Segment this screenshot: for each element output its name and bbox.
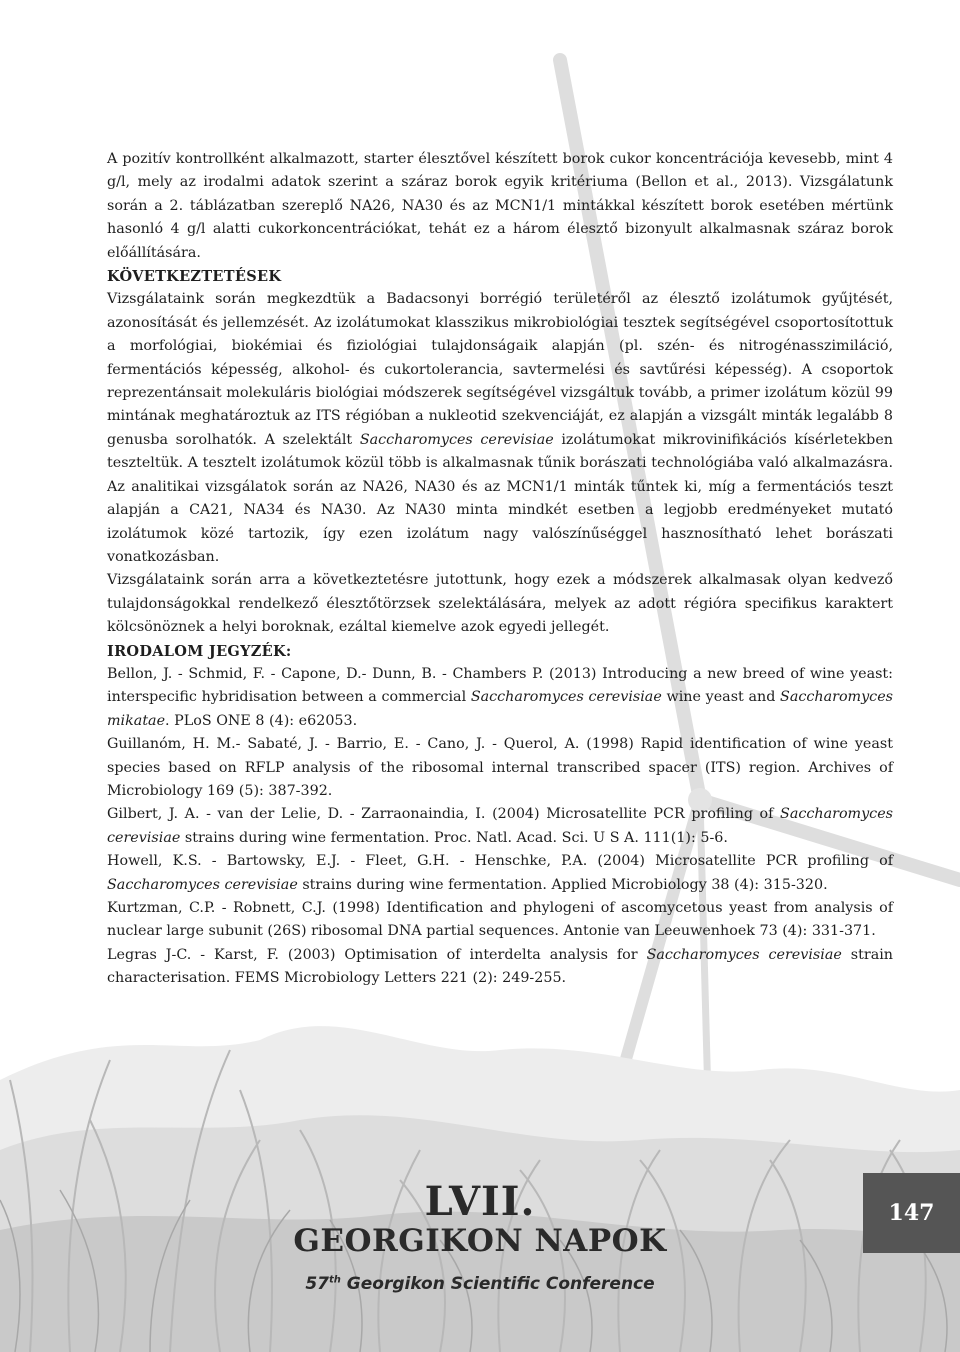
conclusions-text-b: izolátumokat mikrovinifikációs kísérletekben teszteltük. A tesztelt izolátumok közül több is alkalmasnak tűnik borászati technológiába való alkalmazásra. Az analitikai vizsgálatok során az NA26, NA30 és az MCN1/1 minták tűntek ki, míg a fermentációs teszt alapján a CA21, NA34 és NA30. Az NA30 minta mindkét esetben a legjobb eredményeket mutató izolátumok közé tartozik, így ezen izolátum nagy valószínűséggel hasznosítható lehet borászati vonatkozásban. xyxy=(107,431,894,565)
reference-item: Gilbert, J. A. - van der Lelie, D. - Zarraonaindia, I. (2004) Microsatellite PCR profiling of Saccharomyces cerevisiae strains during wine fermentation. Proc. Natl. Acad. Sci. U S A. 111(1): 5-6. xyxy=(107,806,893,846)
references-heading: IRODALOM JEGYZÉK: xyxy=(107,642,292,660)
reference-item: Bellon, J. - Schmid, F. - Capone, D.- Dunn, B. - Chambers P. (2013) Introducing a new breed of wine yeast: interspecific hybridisation between a commercial Saccharomyces cerevisiae wine yeast and Saccharomyces mikatae. PLoS ONE 8 (4): e62053. xyxy=(107,665,893,729)
summary-paragraph: Vizsgálataink során arra a következtetésre jutottunk, hogy ezek a módszerek alkalmasak olyan kedvező tulajdonságokkal rendelkező élesztőtörzsek szelektálására, melyek az adott régióra specifikus karaktert kölcsönöznek a helyi boroknak, ezáltal kiemelve azok egyedi jellegét. xyxy=(107,572,893,636)
reference-item: Guillanóm, H. M.- Sabaté, J. - Barrio, E. - Cano, J. - Querol, A. (1998) Rapid identification of wine yeast species based on RFLP analysis of the ribosomal internal transcribed spacer (ITS) region. Archives of Microbiology 169 (5): 387-392. xyxy=(107,736,893,799)
page-number: 147 xyxy=(863,1173,960,1253)
reference-item: Kurtzman, C.P. - Robnett, C.J. (1998) Identification and phylogeni of ascomycetous yeast from analysis of nuclear large subunit (26S) ribosomal DNA partial sequences. Antonie van Leeuwenhoek 73 (4): 331-371. xyxy=(107,900,893,940)
conclusions-heading: KÖVETKEZTETÉSEK xyxy=(107,268,282,286)
reference-item: Howell, K.S. - Bartowsky, E.J. - Fleet, G.H. - Henschke, P.A. (2004) Microsatellite PCR profiling of Saccharomyces cerevisiae strains during wine fermentation. Applied Microbiology 38 (4): 315-320. xyxy=(107,853,893,893)
conference-title: GEORGIKON NAPOK xyxy=(293,1223,667,1259)
species-name: Saccharomyces cerevisiae xyxy=(359,431,554,448)
conference-edition: LVII. xyxy=(424,1178,536,1225)
conference-footer xyxy=(0,1170,960,1352)
intro-paragraph: A pozitív kontrollként alkalmazott, starter élesztővel készített borok cukor koncentrációja kevesebb, mint 4 g/l, mely az irodalmi adatok szerint a száraz borok egyik kritériuma (Bellon et al., 2013). Vizsgálatunk során a 2. táblázatban szereplő NA26, NA30 és az MCN1/1 mintákkal készített borok esetében mértünk hasonló 4 g/l alatti cukorkoncentrációkat, tehát ez a három élesztő bizonyult alkalmasnak száraz borok előállítására. xyxy=(107,151,893,261)
reference-list xyxy=(107,663,893,991)
reference-item: Legras J-C. - Karst, F. (2003) Optimisation of interdelta analysis for Saccharomyces cerevisiae strain characterisation. FEMS Microbiology Letters 221 (2): 249-255. xyxy=(107,946,893,987)
conclusions-text-a: Vizsgálataink során megkezdtük a Badacsonyi borrégió területéről az élesztő izolátumok gyűjtését, azonosítását és jellemzését. Az izolátumokat klasszikus mikrobiológiai tesztek segítségével csoportosítottuk a morfológiai, biokémiai és fiziológiai tulajdonságaik alapján (pl. szén- és nitrogénasszimiláció, fermentációs képesség, alkohol- és cukortolerancia, savtermelési és savtűrési képesség). A csoportok reprezentánsait molekuláris biológiai módszerek segítségével vizsgáltuk tovább, a primer izolátum közül 99 mintának meghatároztuk az ITS régióban a nukleotid szekvenciáját, ez alapján a vizsgált minták legalább 8 genusba sorolhatók. A szelektált xyxy=(107,291,893,448)
conclusions-paragraph xyxy=(107,288,893,569)
page-body xyxy=(107,148,893,991)
conference-subtitle: 57th Georgikon Scientific Conference xyxy=(305,1274,655,1294)
